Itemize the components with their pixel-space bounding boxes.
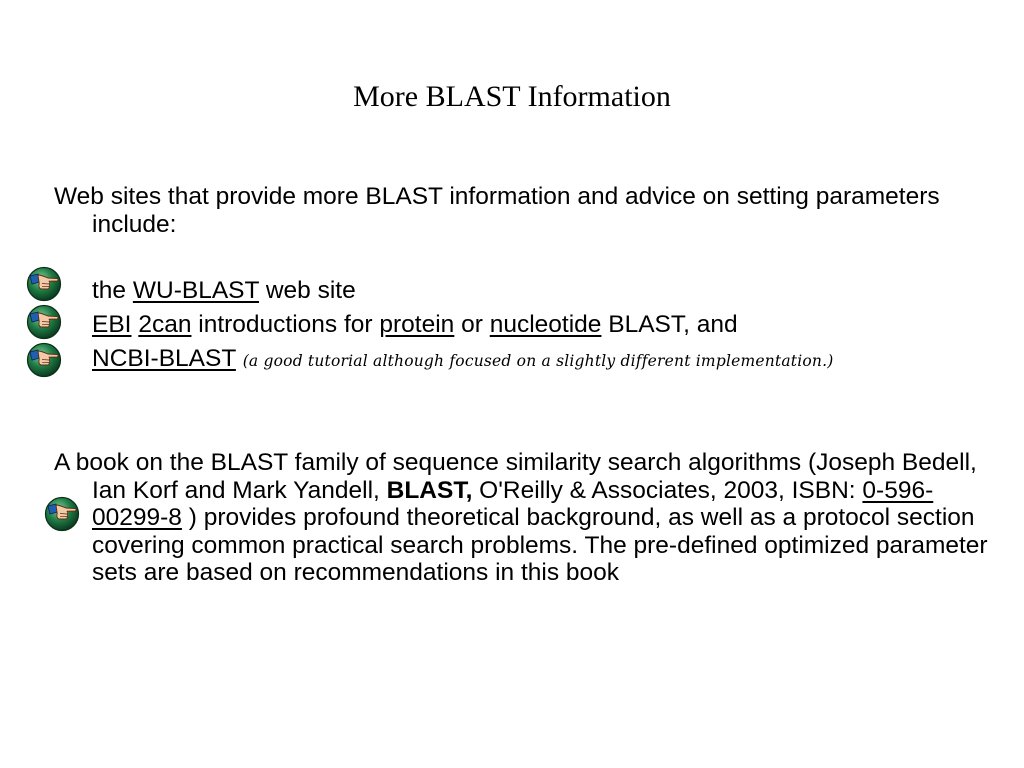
bullet-text: BLAST, and bbox=[601, 311, 738, 338]
nucleotide-link[interactable]: nucleotide bbox=[489, 311, 602, 338]
book-text: O'Reilly & Associates, 2003, ISBN: bbox=[472, 476, 863, 504]
book-text: A book on the BLAST family of sequence similarity search algorithms (Joseph Bedell, Ian Korf and Mark Yandell, bbox=[54, 449, 977, 504]
wu-blast-link[interactable]: WU-BLAST bbox=[132, 277, 260, 304]
bullet-text: the bbox=[92, 277, 133, 304]
isbn-link[interactable]: 0-596-00299-8 bbox=[92, 476, 934, 531]
pointing-hand-icon bbox=[26, 266, 62, 302]
ncbi-blast-link[interactable]: NCBI-BLAST bbox=[92, 345, 236, 372]
pointing-hand-icon bbox=[26, 342, 62, 378]
bullet-text: introductions for bbox=[191, 311, 380, 338]
ebi-link[interactable]: EBI bbox=[92, 311, 132, 338]
book-text: ) provides profound theoretical background, as well as a protocol section covering common practical search problems. The pre-defined optimized parameter sets are based on recommendations in this book bbox=[92, 504, 988, 586]
bullet-wu-blast bbox=[92, 277, 356, 305]
pointing-hand-icon bbox=[26, 304, 62, 340]
tutorial-note: (a good tutorial although focused on a slightly different implementation.) bbox=[242, 352, 834, 370]
book-title: BLAST, bbox=[386, 476, 473, 504]
bullet-ebi-2can bbox=[92, 311, 738, 339]
book-paragraph bbox=[54, 449, 992, 587]
bullet-text: web site bbox=[259, 277, 356, 304]
bullet-ncbi-blast bbox=[92, 345, 833, 375]
slide-title: More BLAST Information bbox=[353, 80, 671, 113]
bullet-text: or bbox=[454, 311, 490, 338]
intro-paragraph: Web sites that provide more BLAST information and advice on setting parameters include: bbox=[54, 183, 940, 238]
2can-link[interactable]: 2can bbox=[138, 311, 192, 338]
protein-link[interactable]: protein bbox=[379, 311, 455, 338]
